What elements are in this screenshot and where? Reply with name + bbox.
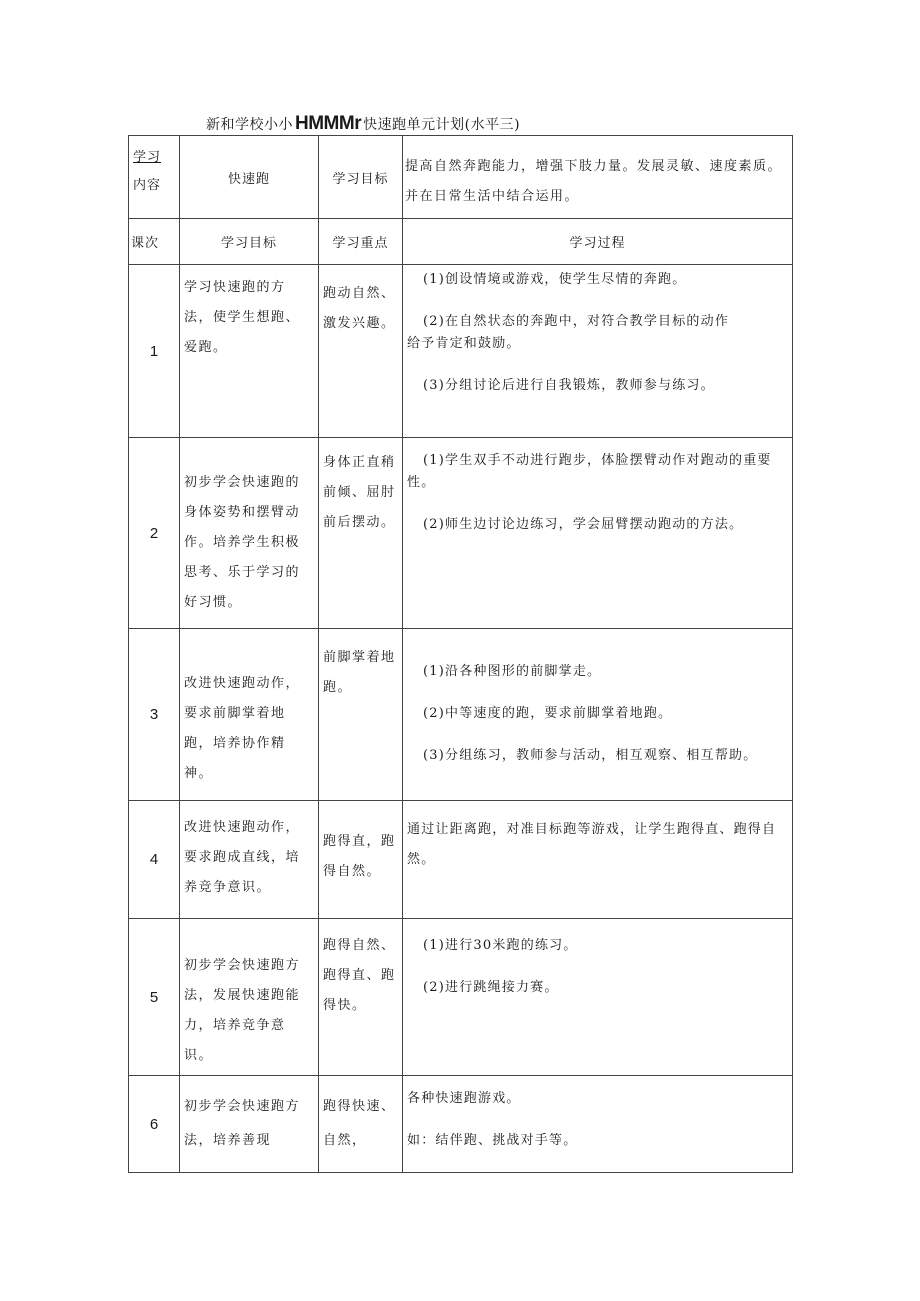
header-row: [129, 136, 793, 219]
lesson-process: [403, 919, 793, 1076]
unit-plan-table: [128, 135, 793, 1173]
content-value: 快速跑: [180, 136, 319, 219]
content-label-cell: [129, 136, 180, 219]
process-step: (1)创设情境或游戏，使学生尽情的奔跑。: [423, 272, 687, 287]
lesson-focus: 跑得快速、自然，: [319, 1076, 403, 1173]
process-step: 通过让距离跑，对准目标跑等游戏，让学生跑得直、跑得自然。: [407, 822, 777, 867]
title-part-3: 快速跑单元计划(水平三): [363, 117, 521, 133]
column-header-row: [129, 219, 793, 265]
lesson-number: 2: [129, 438, 180, 629]
column-process: 学习过程: [403, 219, 793, 265]
process-step: (1)进行30米跑的练习。: [423, 938, 578, 953]
table-row: [129, 629, 793, 801]
lesson-process: [403, 629, 793, 801]
goal-label: 学习目标: [319, 136, 403, 219]
process-step: (2)进行跳绳接力赛。: [423, 980, 559, 995]
process-step: 给予肯定和鼓励。: [407, 336, 521, 351]
content-label-line1: 学习: [133, 150, 162, 165]
process-step: 如：结伴跑、挑战对手等。: [407, 1133, 578, 1148]
lesson-number: 1: [129, 265, 180, 438]
lesson-goal: 初步学会快速跑方法，培养善现: [180, 1076, 319, 1173]
title-part-1: 新和学校小小: [206, 117, 293, 133]
process-step: (1)学生双手不动进行跑步，体脸摆臂动作对跑动的重要: [423, 453, 772, 468]
title-part-2: HMMMr: [295, 113, 362, 134]
lesson-focus: 跑得自然、跑得直、跑得快。: [319, 919, 403, 1076]
process-step: (2)中等速度的跑，要求前脚掌着地跑。: [423, 706, 673, 721]
lesson-process: [403, 438, 793, 629]
column-goal: 学习目标: [180, 219, 319, 265]
lesson-focus: 身体正直稍前倾、屈肘前后摆动。: [319, 438, 403, 629]
goal-text-line1: 提高自然奔跑能力，增强下肢力量。发展灵敏、速度素质。: [405, 159, 783, 174]
lesson-goal: 改进快速跑动作，要求前脚掌着地跑，培养协作精神。: [180, 629, 319, 801]
lesson-number: 6: [129, 1076, 180, 1173]
table-row: [129, 919, 793, 1076]
table-row: [129, 1076, 793, 1173]
lesson-number: 5: [129, 919, 180, 1076]
lesson-focus: 跑动自然、激发兴趣。: [319, 265, 403, 438]
process-step: (3)分组讨论后进行自我锻炼，教师参与练习。: [423, 378, 715, 393]
column-focus: 学习重点: [319, 219, 403, 265]
lesson-process: [403, 265, 793, 438]
lesson-process: [403, 801, 793, 919]
column-lesson: 课次: [129, 219, 180, 265]
lesson-number: 4: [129, 801, 180, 919]
goal-text-line2: 并在日常生活中结合运用。: [405, 189, 580, 204]
lesson-goal: 改进快速跑动作，要求跑成直线，培养竞争意识。: [180, 801, 319, 919]
lesson-focus: 跑得直，跑得自然。: [319, 801, 403, 919]
goal-text-cell: [403, 136, 793, 219]
lesson-focus: 前脚掌着地跑。: [319, 629, 403, 801]
lesson-goal: 学习快速跑的方法，使学生想跑、爱跑。: [180, 265, 319, 438]
process-step: 各种快速跑游戏。: [407, 1091, 521, 1106]
process-step: (2)在自然状态的奔跑中，对符合教学目标的动作: [423, 314, 730, 329]
lesson-goal: 初步学会快速跑方法，发展快速跑能力，培养竞争意识。: [180, 919, 319, 1076]
process-step: 性。: [407, 475, 436, 490]
lesson-number: 3: [129, 629, 180, 801]
table-row: [129, 265, 793, 438]
process-step: (3)分组练习，教师参与活动，相互观察、相互帮助。: [423, 748, 758, 763]
lesson-process: [403, 1076, 793, 1173]
content-label-line2: 内容: [133, 178, 162, 193]
process-step: (1)沿各种图形的前脚掌走。: [423, 664, 602, 679]
document-title: [206, 113, 520, 135]
lesson-goal: 初步学会快速跑的身体姿势和摆臂动作。培养学生积极思考、乐于学习的好习惯。: [180, 438, 319, 629]
process-step: (2)师生边讨论边练习，学会屈臂摆动跑动的方法。: [423, 517, 744, 532]
table-row: [129, 801, 793, 919]
table-row: [129, 438, 793, 629]
